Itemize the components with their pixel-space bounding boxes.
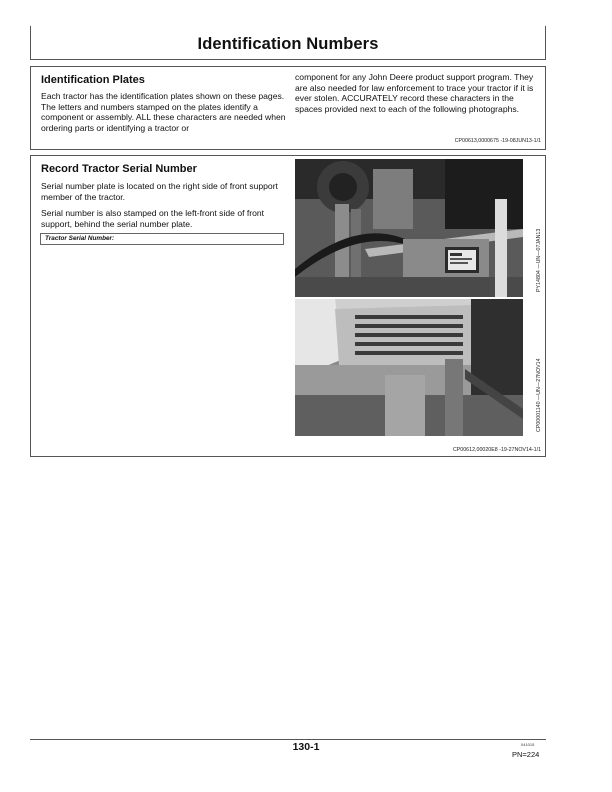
footer-rule [30,739,546,740]
serial-stamp-photo [295,299,523,436]
serial-number-field[interactable] [40,233,284,245]
serial-number-section [30,155,546,457]
title-box [30,26,546,60]
photo1-code: PY14804 —UN—07JAN13 [536,228,542,292]
serial-number-para1: Serial number plate is located on the right side of front support member of the tractor. [41,181,278,202]
identification-plates-text-col1: Each tractor has the identification plates shown on these pages. The letters and numbers stamped on the plates identify a component or assembly. ALL these characters are needed when ordering parts or identifying a tractor or [41,91,286,133]
serial-number-ref: CP00612,00020E8 -19-27NOV14-1/1 [452,447,541,453]
serial-number-heading: Record Tractor Serial Number [41,163,197,175]
identification-plates-text-col2: component for any John Deere product support program. They are also needed for law enforcement to trace your tractor if it is ever stolen. ACCURATELY record these characters in the spaces provided next to each of the following photographs. [295,72,534,114]
identification-plates-heading: Identification Plates [41,74,145,86]
page-number: 130-1 [292,741,320,753]
footer-date-code: 041015 [521,742,535,747]
serial-number-field-label: Tractor Serial Number: [45,235,115,242]
identification-plates-ref: CP00613,0000675 -19-08JUN13-1/1 [454,138,541,144]
page-title: Identification Numbers [197,35,379,53]
serial-number-para2: Serial number is also stamped on the left-front side of front support, behind the serial number plate. [41,208,265,229]
identification-plates-section [30,66,546,150]
pn-label: PN=224 [512,750,540,759]
serial-plate-photo [295,159,523,297]
photo2-code: CP00001140 —UN—27NOV14 [536,358,542,432]
